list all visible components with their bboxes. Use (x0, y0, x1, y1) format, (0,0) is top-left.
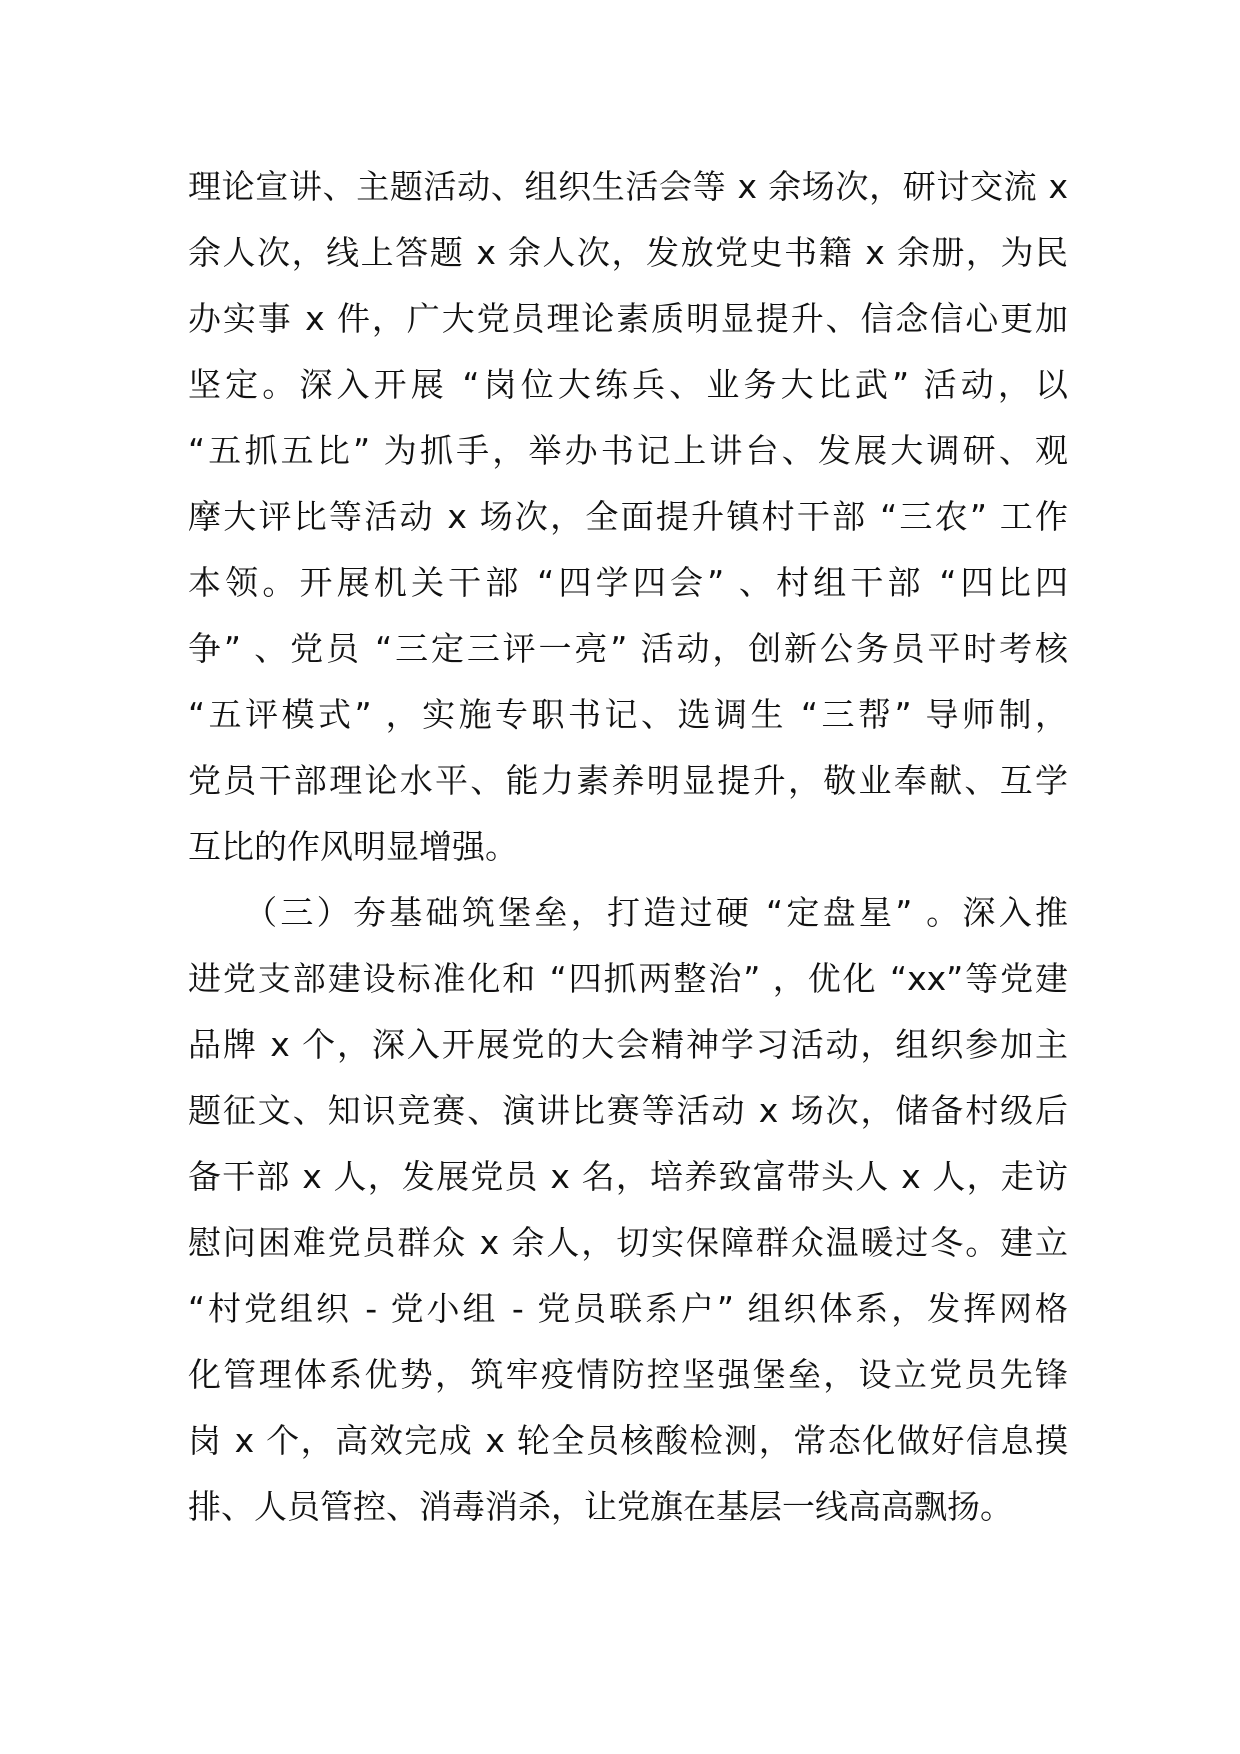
text-line: 排、人员管控、消毒消杀，让党旗在基层一线高高飘扬。 (188, 1487, 1013, 1526)
text-line: 坚定。深入开展 “岗位大练兵、业务大比武” 活动，以 (188, 365, 1068, 404)
paragraph-2 (188, 880, 1068, 1540)
text-line: 进党支部建设标准化和 “四抓两整治” ，优化 “xx”等党建 (188, 959, 1068, 998)
paragraph-1 (188, 154, 1068, 880)
text-line: 备干部 x 人，发展党员 x 名，培养致富带头人 x 人，走访 (188, 1157, 1068, 1196)
text-line: 岗 x 个，高效完成 x 轮全员核酸检测，常态化做好信息摸 (188, 1421, 1068, 1460)
section-heading-line: （三）夯基础筑堡垒，打造过硬 “定盘星” 。深入推 (188, 893, 1068, 932)
document-body (188, 154, 1068, 1540)
text-line: 题征文、知识竞赛、演讲比赛等活动 x 场次，储备村级后 (188, 1091, 1068, 1130)
text-line: 摩大评比等活动 x 场次，全面提升镇村干部 “三农” 工作 (188, 497, 1068, 536)
text-line: 品牌 x 个，深入开展党的大会精神学习活动，组织参加主 (188, 1025, 1068, 1064)
text-line: “五抓五比” 为抓手，举办书记上讲台、发展大调研、观 (188, 431, 1068, 470)
text-line: 办实事 x 件，广大党员理论素质明显提升、信念信心更加 (188, 299, 1068, 338)
text-line: 争” 、党员 “三定三评一亮” 活动，创新公务员平时考核 (188, 629, 1068, 668)
text-line: 互比的作风明显增强。 (188, 827, 518, 866)
text-line: 党员干部理论水平、能力素养明显提升，敬业奉献、互学 (188, 761, 1068, 800)
text-line: “村党组织 - 党小组 - 党员联系户” 组织体系，发挥网格 (188, 1289, 1068, 1328)
text-line: 慰问困难党员群众 x 余人，切实保障群众温暖过冬。建立 (188, 1223, 1068, 1262)
text-line: “五评模式” ，实施专职书记、选调生 “三帮” 导师制， (188, 695, 1068, 734)
text-line: 本领。开展机关干部 “四学四会” 、村组干部 “四比四 (188, 563, 1068, 602)
text-line: 余人次，线上答题 x 余人次，发放党史书籍 x 余册，为民 (188, 233, 1068, 272)
text-line: 理论宣讲、主题活动、组织生活会等 x 余场次，研讨交流 x (188, 167, 1068, 206)
text-line: 化管理体系优势，筑牢疫情防控坚强堡垒，设立党员先锋 (188, 1355, 1068, 1394)
